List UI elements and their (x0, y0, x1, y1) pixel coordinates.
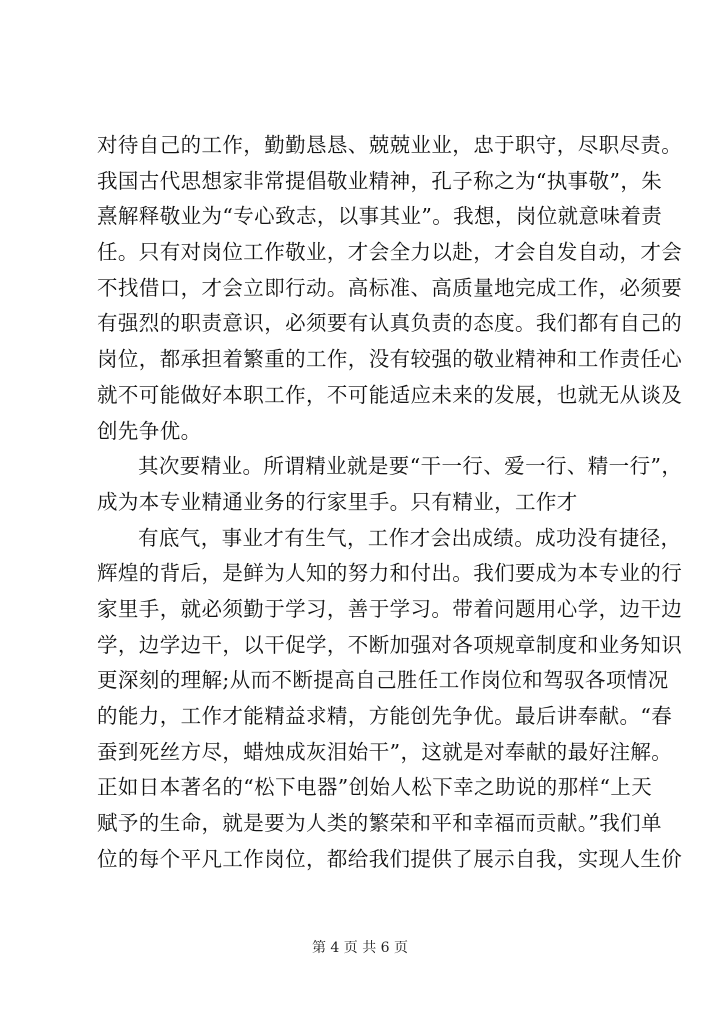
text-line: 岗位，都承担着繁重的工作，没有较强的敬业精神和工作责任心 (97, 347, 683, 372)
text-line: 有强烈的职责意识，必须要有认真负责的态度。我们都有自己的 (97, 311, 683, 336)
text-line: 我国古代思想家非常提倡敬业精神，孔子称之为“执事敬”，朱 (97, 168, 663, 193)
text-line: 熹解释敬业为“专心致志，以事其业”。我想，岗位就意味着责 (97, 204, 663, 229)
text-line: 学，边学边干，以干促学，不断加强对各项规章制度和业务知识 (97, 632, 683, 657)
text-line: 就不可能做好本职工作，不可能适应未来的发展，也就无从谈及 (97, 382, 683, 407)
text-line: 成为本专业精通业务的行家里手。只有精业，工作才 (97, 489, 578, 514)
text-line: 对待自己的工作，勤勤恳恳、兢兢业业，忠于职守，尽职尽责。 (97, 133, 683, 157)
text-line: 正如日本著名的“松下电器”创始人松下幸之助说的那样“上天 (97, 775, 653, 800)
page-number-footer: 第 4 页 共 6 页 (311, 940, 409, 956)
text-line: 位的每个平凡工作岗位，都给我们提供了展示自我，实现人生价 (97, 846, 683, 871)
text-line: 的能力，工作才能精益求精，方能创先争优。最后讲奉献。“春 (97, 704, 673, 728)
text-line: 任。只有对岗位工作敬业，才会全力以赴，才会自发自动，才会 (97, 240, 683, 265)
text-line: 辉煌的背后，是鲜为人知的努力和付出。我们要成为本专业的行 (97, 561, 683, 586)
paragraph-start-line: 其次要精业。所谓精业就是要“干一行、爱一行、精一行”， (138, 454, 683, 479)
text-line: 创先争优。 (97, 418, 202, 443)
body-text (97, 128, 683, 877)
text-line: 赋予的生命，就是要为人类的繁荣和平和幸福而贡献。”我们单 (97, 811, 662, 836)
text-line: 蚕到死丝方尽，蜡烛成灰泪始干”，这就是对奉献的最好注解。 (97, 739, 673, 764)
text-line: 不找借口，才会立即行动。高标准、高质量地完成工作，必须要 (97, 275, 683, 300)
text-line: 家里手，就必须勤于学习，善于学习。带着问题用心学，边干边 (97, 596, 683, 621)
text-line: 更深刻的理解;从而不断提高自己胜任工作岗位和驾驭各项情况 (97, 668, 669, 693)
paragraph-start-line: 有底气，事业才有生气，工作才会出成绩。成功没有捷径， (138, 525, 682, 550)
